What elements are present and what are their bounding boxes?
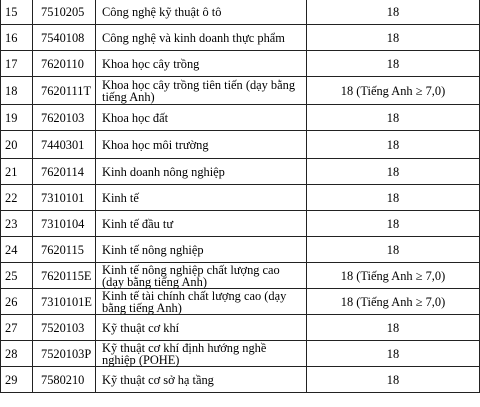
table-body — [1, 0, 480, 393]
major-code: 7310101E — [33, 289, 96, 315]
row-number: 28 — [1, 341, 33, 367]
row-number: 26 — [1, 289, 33, 315]
major-name: Kỹ thuật cơ khí định hướng nghề nghiệp (POHE) — [96, 341, 307, 367]
major-name: Kinh tế nông nghiệp — [96, 237, 307, 263]
row-number: 25 — [1, 263, 33, 289]
table-row — [1, 51, 480, 77]
major-name: Khoa học đất — [96, 105, 307, 131]
row-number: 16 — [1, 25, 33, 51]
row-number: 23 — [1, 211, 33, 237]
major-name: Công nghệ và kinh doanh thực phẩm — [96, 25, 307, 51]
score-value: 18 — [307, 105, 480, 131]
major-name: Kỹ thuật cơ sở hạ tầng — [96, 367, 307, 393]
row-number: 17 — [1, 51, 33, 77]
major-code: 7620114 — [33, 159, 96, 185]
major-name: Khoa học cây trồng — [96, 51, 307, 77]
score-value: 18 — [307, 341, 480, 367]
major-name: Kỹ thuật cơ khí — [96, 315, 307, 341]
major-code: 7620110 — [33, 51, 96, 77]
score-value: 18 — [307, 131, 480, 159]
table-row — [1, 131, 480, 159]
score-value: 18 — [307, 0, 480, 25]
major-code: 7620103 — [33, 105, 96, 131]
row-number: 29 — [1, 367, 33, 393]
score-value: 18 — [307, 211, 480, 237]
major-code: 7620111T — [33, 77, 96, 105]
table-row — [1, 77, 480, 105]
major-code: 7620115 — [33, 237, 96, 263]
score-value: 18 (Tiếng Anh ≥ 7,0) — [307, 289, 480, 315]
table-row — [1, 289, 480, 315]
table-row — [1, 341, 480, 367]
table-row — [1, 315, 480, 341]
row-number: 27 — [1, 315, 33, 341]
row-number: 15 — [1, 0, 33, 25]
row-number: 20 — [1, 131, 33, 159]
major-name: Kinh doanh nông nghiệp — [96, 159, 307, 185]
score-value: 18 — [307, 185, 480, 211]
table-row — [1, 159, 480, 185]
table-row — [1, 105, 480, 131]
row-number: 21 — [1, 159, 33, 185]
major-name: Kinh tế đầu tư — [96, 211, 307, 237]
major-code: 7510205 — [33, 0, 96, 25]
table-row — [1, 185, 480, 211]
score-value: 18 — [307, 367, 480, 393]
table-row — [1, 237, 480, 263]
score-value: 18 — [307, 315, 480, 341]
score-value: 18 — [307, 51, 480, 77]
major-name: Kinh tế nông nghiệp chất lượng cao (dạy bằng tiếng Anh) — [96, 263, 307, 289]
major-code: 7620115E — [33, 263, 96, 289]
row-number: 18 — [1, 77, 33, 105]
score-value: 18 — [307, 237, 480, 263]
major-code: 7580210 — [33, 367, 96, 393]
score-value: 18 — [307, 25, 480, 51]
score-value: 18 (Tiếng Anh ≥ 7,0) — [307, 77, 480, 105]
table-row — [1, 263, 480, 289]
row-number: 19 — [1, 105, 33, 131]
major-name: Công nghệ kỹ thuật ô tô — [96, 0, 307, 25]
major-name: Kinh tế — [96, 185, 307, 211]
row-number: 24 — [1, 237, 33, 263]
row-number: 22 — [1, 185, 33, 211]
major-code: 7310104 — [33, 211, 96, 237]
major-code: 7520103P — [33, 341, 96, 367]
score-value: 18 (Tiếng Anh ≥ 7,0) — [307, 263, 480, 289]
major-code: 7540108 — [33, 25, 96, 51]
table-row — [1, 211, 480, 237]
major-code: 7520103 — [33, 315, 96, 341]
score-value: 18 — [307, 159, 480, 185]
major-code: 7310101 — [33, 185, 96, 211]
table-row — [1, 0, 480, 25]
table-row — [1, 367, 480, 393]
major-name: Khoa học môi trường — [96, 131, 307, 159]
major-code: 7440301 — [33, 131, 96, 159]
table-row — [1, 25, 480, 51]
major-name: Kinh tế tài chính chất lượng cao (dạy bằng tiếng Anh) — [96, 289, 307, 315]
major-name: Khoa học cây trồng tiên tiến (dạy bằng tiếng Anh) — [96, 77, 307, 105]
